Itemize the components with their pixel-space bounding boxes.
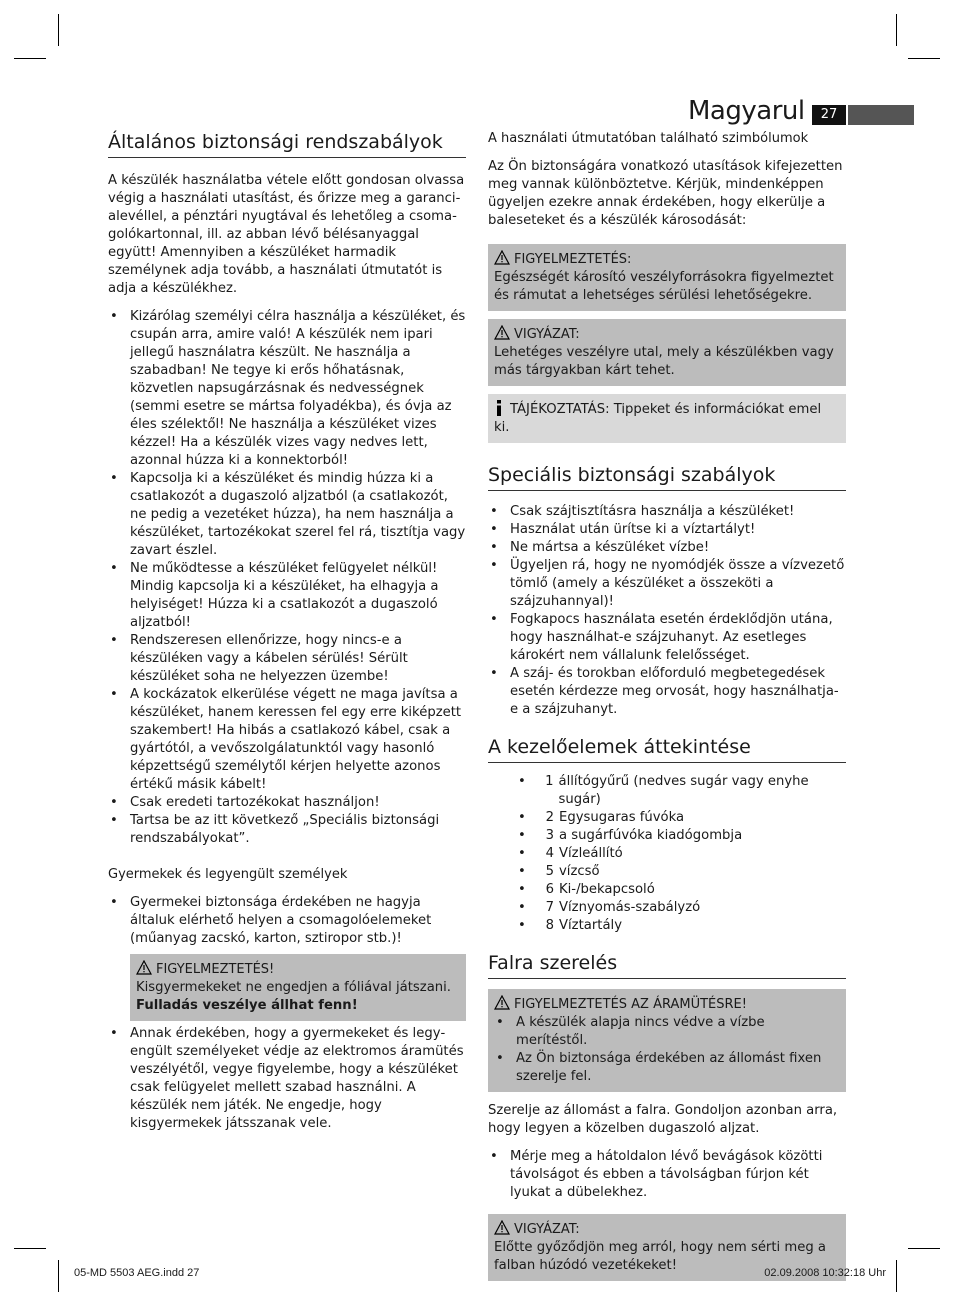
crop-mark <box>58 14 59 46</box>
warning-triangle-icon <box>494 325 510 340</box>
wall-list <box>488 1148 846 1202</box>
warning-title: FIGYELMEZTETÉS! <box>136 960 460 979</box>
list-item: • Ügyeljen rá, hogy ne nyomódjék össze a vízvezető tömlő (amely a készüléket a összeköti a szájzuhannyal)! <box>510 557 846 611</box>
control-item: • 5 vízcső <box>538 863 846 881</box>
caution-text: Előtte győződjön meg arról, hogy nem sérti meg a falban húzódó vezetékeket! <box>494 1240 826 1273</box>
crop-mark <box>908 58 940 59</box>
children-list-2 <box>108 1025 466 1133</box>
caution-text: Lehetéges veszélyre utal, mely a készülékben vagy más tárgyakban kárt tehet. <box>494 345 834 378</box>
heading-children: Gyermekek és legyengült személyek <box>108 867 348 882</box>
list-item: • Mérje meg a hátoldalon lévő bevágások közötti távolságot és ebben a távolságban fúrjon két lyukat a dübelekhez. <box>510 1148 846 1202</box>
warning-triangle-icon <box>494 995 510 1010</box>
control-item: • 1 állítógyűrű (nedves sugár vagy enyhe sugár) <box>538 773 846 809</box>
list-item: • Ne működtesse a készüléket felügyelet nélkül! Mindig kapcsolja ki a készüléket, ha elhagyja a helyiséget! Húzza ki a csatlakozót a dugaszoló aljzatból! <box>130 560 466 632</box>
children-list <box>108 894 466 948</box>
list-item: • A száj- és torokban előforduló megbetegedések esetén kérdezze meg orvosát, hogy használhatja-e a szájzuhanyt. <box>510 665 846 719</box>
warning-bold-text: Fulladás veszélye állhat fenn! <box>136 998 358 1013</box>
control-item: • 8 Víztartály <box>538 917 846 935</box>
left-column <box>108 130 466 1133</box>
controls-list <box>538 773 846 935</box>
list-item: • Csak eredeti tartozékokat használjon! <box>130 794 466 812</box>
crop-mark <box>14 1248 46 1249</box>
heading-general-safety: Általános biztonsági rendszabályok <box>108 130 466 158</box>
list-item: • Használat után ürítse ki a víztartályt! <box>510 521 846 539</box>
info-box <box>488 394 846 443</box>
warning-box <box>130 954 466 1021</box>
info-text: Tippeket és információkat emel ki. <box>494 402 822 435</box>
shock-warning-title: FIGYELMEZTETÉS AZ ÁRAMÜTÉSRE! <box>494 995 840 1014</box>
intro-paragraph: A készülék használatba vétele előtt gondosan olvassa végig a használati utasítást, és őrizze meg a garancialevéllel, a pénztári nyugtával és lehetőleg a csomagolókartonnal, ill. az abban lévő bélésanyaggal együtt! Amennyiben a készüléket harmadik személynek adja tovább, a használati útmutatót is adja a készülékhez. <box>108 173 465 296</box>
warning-title: FIGYELMEZTETÉS: <box>494 250 840 269</box>
warning-text: Egészségét károsító veszélyforrásokra figyelmeztet és rámutat a lehetséges sérülési lehetőségekre. <box>494 270 834 303</box>
control-item: • 3 a sugárfúvóka kiadógombja <box>538 827 846 845</box>
crop-mark <box>896 1260 897 1292</box>
list-item: • Rendszeresen ellenőrizze, hogy nincs-e a készüléken vagy a kábelen sérülés! Sérült készüléket soha ne helyezzen üzembe! <box>130 632 466 686</box>
shock-warning-box <box>488 989 846 1092</box>
info-icon <box>494 400 504 416</box>
control-item: • 6 Ki-/bekapcsoló <box>538 881 846 899</box>
shock-warning-list <box>494 1014 840 1086</box>
symbols-paragraph: Az Ön biztonságára vonatkozó utasítások kifejezetten meg vannak különböztetve. Kérjük, mindenképpen ügyeljen ezekre annak érdekében, hogy elkerülje a baleseteket és a készülék károsodását: <box>488 159 843 228</box>
list-item: • Ne mártsa a készüléket vízbe! <box>510 539 846 557</box>
list-item: • Kapcsolja ki a készüléket és mindig húzza ki a csatlakozót a dugaszoló aljzatból (a csatlakozót, ne pedig a vezetéket húzza), ha nem használja a készüléket, tartozékokat szerel fel rá, tisztítja vagy zavart észlel. <box>130 470 466 560</box>
list-item: • Az Ön biztonsága érdekében az állomást fixen szerelje fel. <box>516 1050 840 1086</box>
list-item: • A készülék alapja nincs védve a vízbe merítéstől. <box>516 1014 840 1050</box>
control-item: • 2 Egysugaras fúvóka <box>538 809 846 827</box>
list-item: • Annak érdekében, hogy a gyermekeket és legyengült személyeket védje az elektromos áramütés veszélyétől, vegye figyelembe, hogy a készüléket csak felügyelet mellett szabad használni. A készülék nem játék. Ne engedje, hogy kisgyermekek játsszanak vele. <box>130 1025 466 1133</box>
list-item: • Kizárólag személyi célra használja a készüléket, és csupán arra, amire való! A készülék nem ipari jellegű használatra készült. Ne használja a szabadban! Ne tegye ki erős hőhatásnak, közvetlen napsugárzásnak és nedvességnek (semmi esetre se mártsa folyadékba), és óvja az éles szélektől! Ne használja a készüléket vizes kézzel! Ha a készülék vizes vagy nedves lett, azonnal húzza ki a konnektorból! <box>130 308 466 470</box>
footer-timestamp: 02.09.2008 10:32:18 Uhr <box>764 1267 886 1279</box>
page-title: Magyarul <box>688 96 805 126</box>
caution-title: VIGYÁZAT: <box>494 325 840 344</box>
warning-text: Kisgyermekeket ne engedjen a fóliával játszani. <box>136 980 451 995</box>
special-list <box>488 503 846 719</box>
list-item: • A kockázatok elkerülése végett ne maga javítsa a készüléket, hanem keressen fel egy erre kiképzett szakembert! Ha hibás a csatlakozó kábel, csak a gyártótól, a vevőszolgálatunktól vagy hasonló képzettségű személytől kérjen helyette azonos értékű másik kábelt! <box>130 686 466 794</box>
warning-triangle-icon <box>136 960 152 975</box>
list-item: • Fogkapocs használata esetén érdeklődjön utána, hogy használhat-e szájzuhanyt. Az esetleges károkért nem vállalunk felelősséget. <box>510 611 846 665</box>
caution-box <box>488 319 846 386</box>
right-column <box>488 130 846 1281</box>
crop-mark <box>58 1260 59 1292</box>
warning-triangle-icon <box>494 250 510 265</box>
caution-title: VIGYÁZAT: <box>494 1220 840 1239</box>
page-number: 27 <box>812 105 846 125</box>
list-item: • Tartsa be az itt következő „Speciális biztonsági rendszabályokat”. <box>130 812 466 848</box>
control-item: • 4 Vízleállító <box>538 845 846 863</box>
crop-mark <box>14 58 46 59</box>
crop-mark <box>908 1248 940 1249</box>
list-item: • Gyermekei biztonsága érdekében ne hagyja általuk elérhető helyen a csomagolóelemeket (műanyag zacskó, karton, sztiropor stb.)! <box>130 894 466 948</box>
warning-box <box>488 244 846 311</box>
list-item: • Csak szájtisztításra használja a készüléket! <box>510 503 846 521</box>
control-item: • 7 Víznyomás-szabályzó <box>538 899 846 917</box>
wall-paragraph: Szerelje az állomást a falra. Gondoljon azonban arra, hogy legyen a közelben dugaszoló aljzat. <box>488 1103 838 1136</box>
heading-controls: A kezelőelemek áttekintése <box>488 735 846 763</box>
heading-wall-mounting: Falra szerelés <box>488 951 846 979</box>
heading-special-safety: Speciális biztonsági szabályok <box>488 463 846 491</box>
heading-symbols: A használati útmutatóban található szimbólumok <box>488 131 809 146</box>
footer-file-info: 05-MD 5503 AEG.indd 27 <box>74 1267 200 1279</box>
safety-list <box>108 308 466 848</box>
warning-triangle-icon <box>494 1220 510 1235</box>
info-title: TÁJÉKOZTATÁS: <box>510 402 610 417</box>
crop-mark <box>896 14 897 46</box>
header-bar <box>848 105 914 125</box>
